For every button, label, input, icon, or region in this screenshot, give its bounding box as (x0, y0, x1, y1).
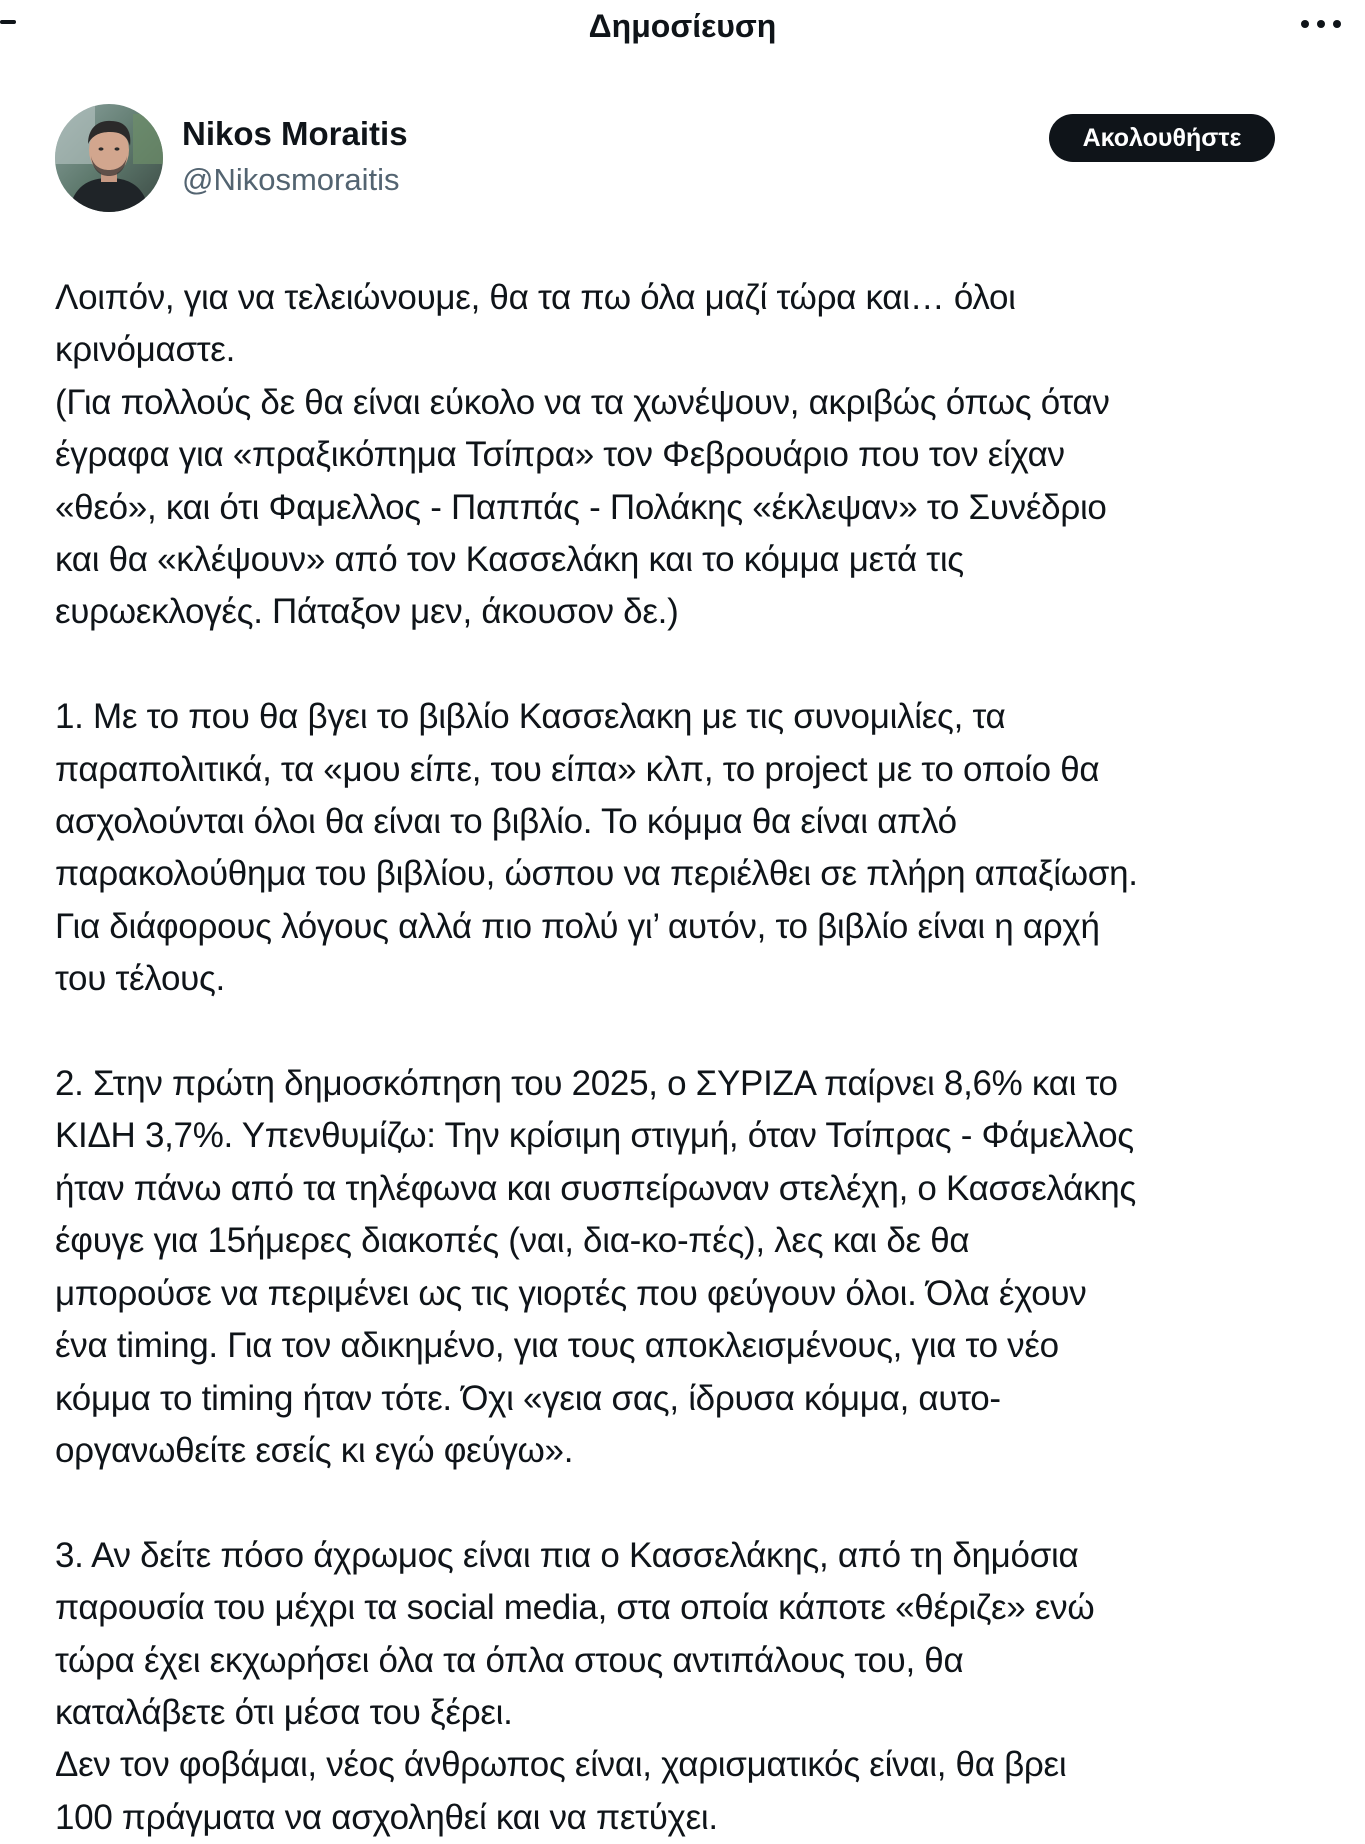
post-text (55, 272, 1315, 1844)
post-text-line: (Για πολλούς δε θα είναι εύκολο να τα χωνέψουν, ακριβώς όπως όταν (55, 382, 1110, 422)
post-text-line: κόμμα το timing ήταν τότε. Όχι «γεια σας, ίδρυσα κόμμα, αυτο- (55, 1378, 1001, 1418)
post-text-line: Δεν τον φοβάμαι, νέος άνθρωπος είναι, χαρισματικός είναι, θα βρει (55, 1745, 1067, 1785)
author-name[interactable]: Nikos Moraitis (182, 115, 408, 152)
paragraph-gap (55, 1006, 1315, 1058)
post-text-line: «θεό», και ότι Φαμελλος - Παππάς - Πολάκης «έκλεψαν» το Συνέδριο (55, 487, 1107, 527)
post-text-line: έφυγε για 15ήμερες διακοπές (ναι, δια-κο-πές), λες και δε θα (55, 1221, 970, 1261)
follow-button[interactable]: Ακολουθήστε (1049, 114, 1275, 162)
post-text-line: ένα timing. Για τον αδικημένο, για τους αποκλεισμένους, για το νέο (55, 1326, 1059, 1366)
post-text-line: ευρωεκλογές. Πάταξον μεν, άκουσον δε.) (55, 592, 679, 632)
avatar[interactable] (55, 104, 163, 212)
post-text-line: οργανωθείτε εσείς κι εγώ φεύγω». (55, 1430, 574, 1470)
avatar-photo (55, 104, 163, 212)
more-options-icon[interactable] (1297, 10, 1345, 38)
post-text-line: μπορούσε να περιμένει ως τις γιορτές που φεύγουν όλοι. Όλα έχουν (55, 1273, 1087, 1313)
post-text-line: ΚΙΔΗ 3,7%. Υπενθυμίζω: Την κρίσιμη στιγμή, όταν Τσίπρας - Φάμελλος (55, 1116, 1134, 1156)
post-text-line: ήταν πάνω από τα τηλέφωνα και συσπείρωναν στελέχη, ο Κασσελάκης (55, 1168, 1137, 1208)
post-text-line: κρινόμαστε. (55, 330, 236, 370)
post-text-line: 2. Στην πρώτη δημοσκόπηση του 2025, ο ΣΥΡΙΖΑ παίρνει 8,6% και το (55, 1064, 1118, 1104)
post-text-line: του τέλους. (55, 959, 225, 999)
post-text-line: 1. Με το που θα βγει το βιβλίο Κασσελακη με τις συνομιλίες, τα (55, 697, 1006, 737)
author-handle[interactable]: @Nikosmoraitis (182, 162, 400, 197)
page-title: Δημοσίευση (588, 8, 777, 44)
post-text-line: Για διάφορους λόγους αλλά πιο πολύ γι’ αυτόν, το βιβλίο είναι η αρχή (55, 906, 1100, 946)
post-text-line: 100 πράγματα να ασχοληθεί και να πετύχει. (55, 1797, 718, 1837)
paragraph-gap (55, 1477, 1315, 1529)
post-text-line: ασχολούνται όλοι θα είναι το βιβλίο. Το κόμμα θα είναι απλό (55, 802, 957, 842)
post-text-line: τώρα έχει εκχωρήσει όλα τα όπλα στους αντιπάλους του, θα (55, 1640, 964, 1680)
post-text-line: παρακολούθημα του βιβλίου, ώσπου να περιέλθει σε πλήρη απαξίωση. (55, 854, 1138, 894)
post-text-line: 3. Αν δείτε πόσο άχρωμος είναι πια ο Κασσελάκης, από τη δημόσια (55, 1535, 1079, 1575)
post-text-line: παραπολιτικά, τα «μου είπε, του είπα» κλπ, το project με το οποίο θα (55, 749, 1100, 789)
paragraph-gap (55, 639, 1315, 691)
post-text-line: έγραφα για «πραξικόπημα Τσίπρα» τον Φεβρουάριο που τον είχαν (55, 435, 1065, 475)
post-text-line: παρουσία του μέχρι τα social media, στα οποία κάποτε «θέριζε» ενώ (55, 1588, 1095, 1628)
post-text-line: καταλάβετε ότι μέσα του ξέρει. (55, 1692, 513, 1732)
top-bar (0, 0, 1365, 52)
post-text-line: και θα «κλέψουν» από τον Κασσελάκη και το κόμμα μετά τις (55, 540, 964, 580)
post-text-line: Λοιπόν, για να τελειώνουμε, θα τα πω όλα μαζί τώρα και… όλοι (55, 278, 1016, 317)
